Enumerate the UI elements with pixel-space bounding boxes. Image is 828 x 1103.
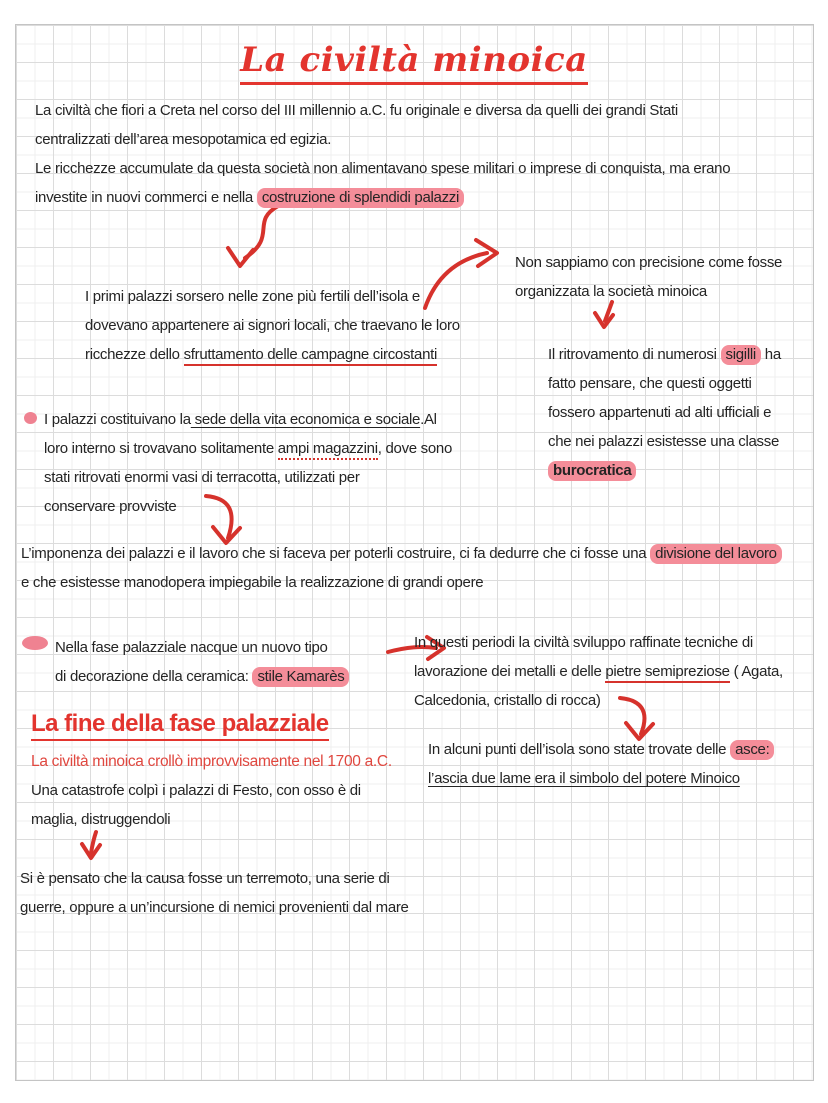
kamares-line-2-pre: di decorazione della ceramica: (55, 668, 253, 685)
first-palaces-note (85, 282, 460, 369)
section-heading-fine-fase-palazziale (31, 710, 329, 738)
intro-line-3: Le ricchezze accumulate da questa società non alimentavano spese militari o imprese di conquista, ma erano (35, 160, 731, 177)
intro-line-1: La civiltà che fiori a Creta nel corso del III millennio a.C. fu originale e diversa da quelli dei grandi Stati (35, 102, 678, 119)
axes-note (428, 735, 774, 793)
highlight-asce: asce: (730, 740, 774, 760)
palaces-role-line-2 (44, 434, 452, 463)
seals-line-3: fossero appartenuti ad alti ufficiali e (548, 404, 772, 421)
palaces-role-line-2-pre: loro interno si trovavano solitamente (44, 440, 278, 457)
highlight-sigilli: sigilli (721, 345, 761, 365)
axes-line-2 (428, 764, 774, 793)
techniques-line-1: In questi periodi la civiltà sviluppo raffinate tecniche di (414, 634, 753, 651)
first-palaces-line-2: dovevano appartenere ai signori locali, che traevano le loro (85, 317, 460, 334)
intro-line-4 (35, 183, 730, 212)
palaces-role-line-1 (44, 405, 452, 434)
first-palaces-line-1: I primi palazzi sorsero nelle zone più fertili dell’isola e (85, 288, 420, 305)
collapse-red-note (31, 747, 392, 776)
society-note (515, 248, 782, 306)
bullet-dot-palaces-role (24, 412, 37, 424)
section-heading-text: La fine della fase palazziale (31, 710, 329, 741)
division-line-2: e che esistesse manodopera impiegabile la realizzazione di grandi opere (21, 574, 484, 591)
palaces-role-line-1-pre: I palazzi costituivano la (44, 411, 191, 428)
causes-line-2: guerre, oppure a un’incursione di nemici provenienti dal mare (20, 899, 409, 916)
techniques-line-2 (414, 657, 783, 686)
seals-line-1 (548, 340, 781, 369)
intro-line-4-text: investite in nuovi commerci e nella (35, 189, 257, 206)
intro-line-2: centralizzati dell’area mesopotamica ed egizia. (35, 131, 332, 148)
society-line-1: Non sappiamo con precisione come fosse (515, 254, 783, 271)
society-line-2: organizzata la società minoica (515, 283, 707, 300)
seals-line-5 (548, 456, 781, 485)
first-palaces-line-3-text: ricchezze dello (85, 346, 184, 363)
highlight-stile-kamares: stile Kamarès (252, 667, 349, 687)
seals-line-4: che nei palazzi esistesse una classe (548, 433, 780, 450)
division-line-1-pre: L’imponenza dei palazzi e il lavoro che si faceva per poterli costruire, ci fa dedurre che ci fosse una (21, 545, 651, 562)
division-line-1 (21, 539, 782, 568)
seals-line-1-pre: Il ritrovamento di numerosi (548, 346, 721, 363)
techniques-line-2-pre: lavorazione dei metalli e delle (414, 663, 606, 680)
techniques-note (414, 628, 783, 715)
intro-paragraph (35, 96, 730, 212)
axes-line-1 (428, 735, 774, 764)
underline-ascia-due-lame: l’ascia due lame era il simbolo del potere Minoico (428, 770, 740, 787)
underline-ampi-magazzini: ampi magazzini (278, 440, 378, 460)
underline-sfruttamento-campagne: sfruttamento delle campagne circostanti (184, 346, 437, 366)
techniques-line-3: Calcedonia, cristallo di rocca) (414, 692, 601, 709)
kamares-line-2 (55, 662, 349, 691)
techniques-line-2-post: ( Agata, (729, 663, 783, 680)
catastrophe-line-1: Una catastrofe colpì i palazzi di Festo, con osso è di (31, 782, 361, 799)
kamares-line-1: Nella fase palazziale nacque un nuovo tipo (55, 639, 328, 656)
underline-sede-vita-economica: sede della vita economica e sociale (190, 411, 421, 428)
seals-note (548, 340, 781, 485)
underline-pietre-semipreziose: pietre semipreziose (605, 663, 729, 683)
first-palaces-line-3 (85, 340, 460, 369)
kamares-note (55, 633, 349, 691)
palaces-role-line-1-post: .Al (420, 411, 437, 428)
catastrophe-paragraph (31, 776, 361, 834)
seals-line-1-post: ha (760, 346, 781, 363)
collapse-red-note-text: La civiltà minoica crollò improvvisamente nel 1700 a.C. (31, 753, 392, 770)
palaces-role-note (44, 405, 452, 521)
seals-line-2: fatto pensare, che questi oggetti (548, 375, 752, 392)
causes-line-1: Si è pensato che la causa fosse un terremoto, una serie di (20, 870, 390, 887)
division-of-labor-paragraph (21, 539, 782, 597)
highlight-divisione-del-lavoro: divisione del lavoro (650, 544, 782, 564)
page-title-text: La civiltà minoica (240, 40, 588, 85)
palaces-role-line-2-post: , dove sono (377, 440, 453, 457)
axes-line-1-pre: In alcuni punti dell’isola sono state trovate delle (428, 741, 731, 758)
bullet-dot-kamares (22, 636, 48, 650)
palaces-role-line-3: stati ritrovati enormi vasi di terracotta, utilizzati per (44, 469, 360, 486)
page-title (0, 40, 828, 80)
causes-paragraph (20, 864, 409, 922)
catastrophe-line-2: maglia, distruggendoli (31, 811, 171, 828)
highlight-burocratica: burocratica (548, 461, 636, 481)
palaces-role-line-4: conservare provviste (44, 498, 177, 515)
highlight-costruzione-palazzi: costruzione di splendidi palazzi (257, 188, 464, 208)
